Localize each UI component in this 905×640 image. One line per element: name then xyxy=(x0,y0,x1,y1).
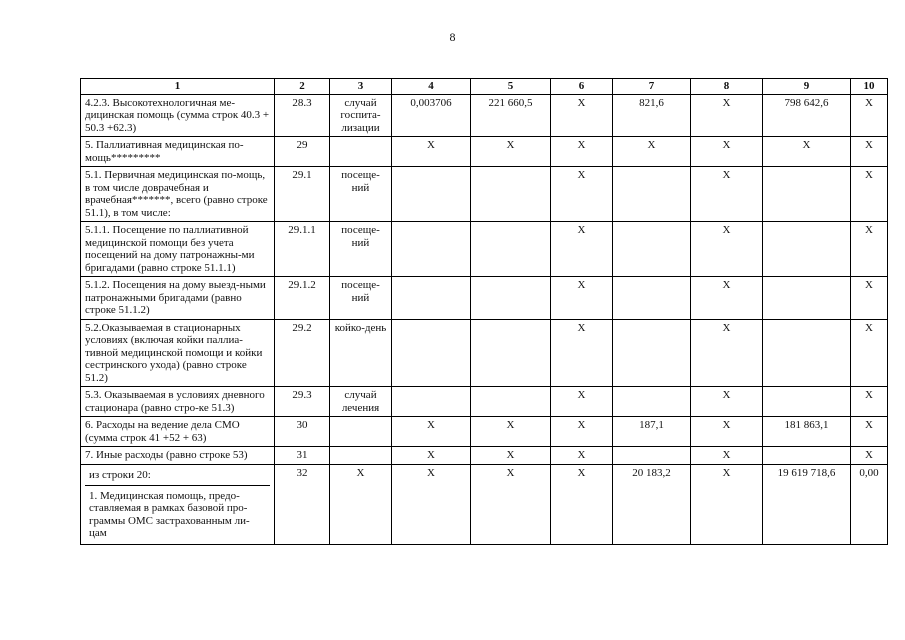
table-row xyxy=(81,319,888,387)
header-cell: 6 xyxy=(551,79,613,95)
row-label-bottom: 1. Медицинская помощь, предо-ставляемая в рамках базовой про-граммы ОМС застрахованным ли-цам xyxy=(85,485,270,542)
table-cell xyxy=(613,387,691,417)
table-row xyxy=(81,387,888,417)
table-cell: 221 660,5 xyxy=(471,94,551,137)
table-cell xyxy=(330,417,392,447)
row-label-cell: 6. Расходы на ведение дела СМО (сумма строк 41 +52 + 63) xyxy=(81,417,275,447)
table-cell: 181 863,1 xyxy=(763,417,851,447)
table-row xyxy=(81,94,888,137)
table-cell: X xyxy=(691,277,763,320)
table-cell xyxy=(763,319,851,387)
table-cell: X xyxy=(851,387,888,417)
table-cell: 20 183,2 xyxy=(613,464,691,544)
table-cell: 798 642,6 xyxy=(763,94,851,137)
table-cell: X xyxy=(691,94,763,137)
table-cell: 19 619 718,6 xyxy=(763,464,851,544)
table-cell: 30 xyxy=(275,417,330,447)
table-cell xyxy=(392,167,471,222)
table-cell: X xyxy=(392,417,471,447)
table-cell: X xyxy=(691,464,763,544)
table-cell: X xyxy=(551,417,613,447)
table-row xyxy=(81,417,888,447)
table-cell: 0,00 xyxy=(851,464,888,544)
table-cell: X xyxy=(392,447,471,465)
row-label-cell: 5.3. Оказываемая в условиях дневного стационара (равно стро-ке 51.3) xyxy=(81,387,275,417)
table-cell: X xyxy=(691,167,763,222)
data-table xyxy=(80,78,888,545)
header-cell: 7 xyxy=(613,79,691,95)
table-cell: X xyxy=(551,94,613,137)
table-cell xyxy=(392,387,471,417)
page-number: 8 xyxy=(449,30,456,44)
table-cell: X xyxy=(551,447,613,465)
header-row xyxy=(81,79,888,95)
table-cell: X xyxy=(551,222,613,277)
table-cell: X xyxy=(851,277,888,320)
table-cell xyxy=(471,387,551,417)
table-cell xyxy=(613,222,691,277)
table-cell: X xyxy=(471,137,551,167)
table-cell: X xyxy=(392,137,471,167)
table-row xyxy=(81,277,888,320)
table-cell: 0,003706 xyxy=(392,94,471,137)
table-cell: X xyxy=(851,94,888,137)
table-cell xyxy=(613,277,691,320)
header-cell: 5 xyxy=(471,79,551,95)
table-cell: X xyxy=(691,319,763,387)
row-label-top: из строки 20: xyxy=(89,468,151,481)
table-cell: случай госпита-лизации xyxy=(330,94,392,137)
table-cell: X xyxy=(551,277,613,320)
table-row xyxy=(81,167,888,222)
table-cell: X xyxy=(851,417,888,447)
table-cell xyxy=(763,447,851,465)
table-cell xyxy=(613,167,691,222)
table-cell xyxy=(330,447,392,465)
table-cell: X xyxy=(763,137,851,167)
table-cell xyxy=(763,222,851,277)
table-cell: случай лечения xyxy=(330,387,392,417)
table-cell: X xyxy=(330,464,392,544)
table-cell: X xyxy=(851,447,888,465)
row-label-cell: 5.2.Оказываемая в стационарных условиях (включая койки паллиа-тивной медицинской помощи и койки сестринского ухода) (равно строке 51.2) xyxy=(81,319,275,387)
table-cell xyxy=(330,137,392,167)
table-cell: 28.3 xyxy=(275,94,330,137)
table-cell xyxy=(763,277,851,320)
table-cell: койко-день xyxy=(330,319,392,387)
table-cell: посеще-ний xyxy=(330,167,392,222)
table-cell: 29.1.1 xyxy=(275,222,330,277)
table-cell: 29.1.2 xyxy=(275,277,330,320)
table-cell: X xyxy=(613,137,691,167)
table-cell: посеще-ний xyxy=(330,277,392,320)
table-cell: 187,1 xyxy=(613,417,691,447)
table-cell: 29.3 xyxy=(275,387,330,417)
table-cell: X xyxy=(691,222,763,277)
table-cell: X xyxy=(551,464,613,544)
header-cell: 1 xyxy=(81,79,275,95)
table-cell: X xyxy=(551,387,613,417)
table-row xyxy=(81,222,888,277)
row-label-cell: 5.1.1. Посещение по паллиативной медицинской помощи без учета посещений на дому патронажны-ми бригадами (равно строке 51.1.1) xyxy=(81,222,275,277)
table-cell: X xyxy=(691,417,763,447)
table-cell: X xyxy=(851,319,888,387)
table-cell: X xyxy=(551,319,613,387)
row-label-cell: 7. Иные расходы (равно строке 53) xyxy=(81,447,275,465)
table-cell: 29.1 xyxy=(275,167,330,222)
table-cell xyxy=(763,167,851,222)
table-cell xyxy=(392,222,471,277)
table-cell xyxy=(471,277,551,320)
table-cell xyxy=(613,319,691,387)
table-cell: X xyxy=(851,137,888,167)
table-cell xyxy=(613,447,691,465)
header-cell: 3 xyxy=(330,79,392,95)
table-cell: X xyxy=(471,464,551,544)
row-label-cell: 4.2.3. Высокотехнологичная ме-дицинская помощь (сумма строк 40.3 + 50.3 +62.3) xyxy=(81,94,275,137)
table-cell: X xyxy=(551,137,613,167)
table-cell: X xyxy=(691,137,763,167)
header-cell: 8 xyxy=(691,79,763,95)
table-cell: X xyxy=(551,167,613,222)
table-cell: посеще-ний xyxy=(330,222,392,277)
table-cell xyxy=(471,222,551,277)
table-cell: 29.2 xyxy=(275,319,330,387)
table-cell xyxy=(471,319,551,387)
table-cell: X xyxy=(471,417,551,447)
row-label-cell: 5. Паллиативная медицинская по-мощь********* xyxy=(81,137,275,167)
header-cell: 2 xyxy=(275,79,330,95)
table-cell: X xyxy=(691,387,763,417)
table-cell xyxy=(471,167,551,222)
table-cell: X xyxy=(851,167,888,222)
table-row xyxy=(81,447,888,465)
header-cell: 9 xyxy=(763,79,851,95)
header-cell: 4 xyxy=(392,79,471,95)
table-cell: 32 xyxy=(275,464,330,544)
table-cell xyxy=(763,387,851,417)
table-row xyxy=(81,464,888,544)
table-cell: X xyxy=(691,447,763,465)
row-label-cell xyxy=(81,464,275,544)
table-cell: 29 xyxy=(275,137,330,167)
table-cell xyxy=(392,277,471,320)
table-cell xyxy=(392,319,471,387)
table-cell: X xyxy=(851,222,888,277)
table-row xyxy=(81,137,888,167)
table-cell: X xyxy=(471,447,551,465)
table-cell: 31 xyxy=(275,447,330,465)
table-cell: X xyxy=(392,464,471,544)
header-cell: 10 xyxy=(851,79,888,95)
row-label-cell: 5.1. Первичная медицинская по-мощь, в том числе доврачебная и врачебная*******, всего (равно строке 51.1), в том числе: xyxy=(81,167,275,222)
row-label-cell: 5.1.2. Посещения на дому выезд-ными патронажными бригадами (равно строке 51.1.2) xyxy=(81,277,275,320)
table-cell: 821,6 xyxy=(613,94,691,137)
